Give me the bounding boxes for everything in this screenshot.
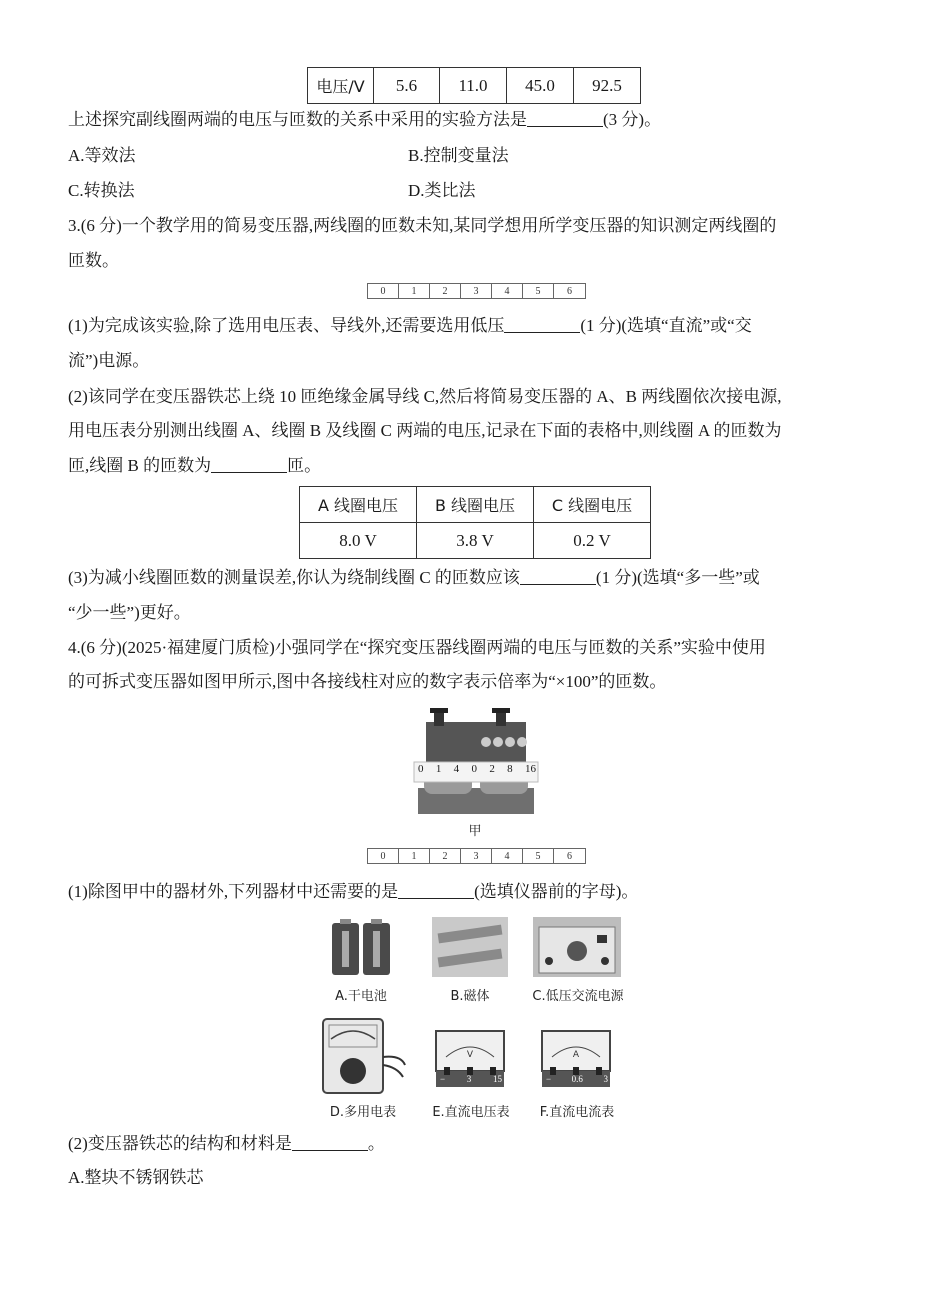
q4-stem-cont: 的可拆式变压器如图甲所示,图中各接线柱对应的数字表示倍率为“×100”的匝数。	[68, 672, 667, 691]
answer-blank[interactable]	[504, 315, 580, 333]
ammeter-marks: − 0.6 3	[546, 1074, 608, 1084]
multimeter-icon	[321, 1017, 409, 1095]
q4-part2-option-a: A.整块不锈钢铁芯	[68, 1168, 204, 1187]
voltmeter-marks: − 3 15	[440, 1074, 502, 1084]
q4-part1: (1)除图甲中的器材外,下列器材中还需要的是 (选填仪器前的字母)。	[68, 882, 639, 901]
voltmeter-icon	[434, 1027, 506, 1089]
equipment-label: D.多用电表	[329, 1105, 397, 1120]
ac-power-supply-icon	[533, 917, 621, 977]
answer-blank[interactable]	[527, 109, 603, 127]
svg-text:V: V	[466, 1050, 474, 1060]
answer-blank[interactable]	[398, 881, 474, 899]
transformer-figure	[412, 706, 540, 816]
terminal-label: 0	[471, 763, 477, 775]
q3-part3: (3)为减小线圈匝数的测量误差,你认为绕制线圈 C 的匝数应该 (1 分)(选填“多一些”或	[68, 568, 760, 587]
coil-header: B 线圈电压	[417, 487, 534, 523]
answer-blank[interactable]	[520, 567, 596, 585]
svg-text:A: A	[572, 1050, 580, 1060]
q4-stem: 4.(6 分)(2025·福建厦门质检)小强同学在“探究变压器线圈两端的电压与匝数的关系”实验中使用	[68, 638, 766, 657]
coil-header: A 线圈电压	[300, 487, 417, 523]
terminal-label: 16	[524, 763, 536, 775]
q2-method-question: 上述探究副线圈两端的电压与匝数的关系中采用的实验方法是 (3 分)。	[68, 110, 662, 129]
q3-stem: 3.(6 分)一个教学用的简易变压器,两线圈的匝数未知,某同学想用所学变压器的知识测定两线圈的	[68, 216, 777, 235]
terminal-label: 2	[489, 763, 495, 775]
terminal-label: 4	[453, 763, 460, 775]
equipment-label: A.干电池	[335, 989, 387, 1004]
magnet-icon	[432, 917, 508, 977]
equipment-label: E.直流电压表	[432, 1105, 510, 1120]
voltage-table-header: 电压/V	[308, 68, 374, 104]
voltage-table	[307, 67, 641, 104]
q3-part1: (1)为完成该实验,除了选用电压表、导线外,还需要选用低压 (1 分)(选填“直流”或“交	[68, 316, 752, 335]
answer-blank[interactable]	[211, 455, 287, 473]
answer-blank[interactable]	[292, 1133, 368, 1151]
option-c: C.转换法	[68, 181, 135, 200]
coil-value: 0.2 V	[534, 523, 651, 559]
q4-part2: (2)变压器铁芯的结构和材料是 。	[68, 1134, 385, 1153]
coil-value: 3.8 V	[417, 523, 534, 559]
q3-part2-cont2: 匝,线圈 B 的匝数为 匝。	[68, 456, 322, 475]
ruler: 0 1 2 3 4 5 6	[367, 848, 586, 864]
ammeter-icon	[540, 1027, 612, 1089]
voltage-cell: 45.0	[507, 68, 574, 104]
equipment-label: F.直流电流表	[539, 1105, 615, 1120]
terminal-label: 0	[418, 763, 424, 775]
q3-part2: (2)该同学在变压器铁芯上绕 10 匝绝缘金属导线 C,然后将简易变压器的 A、B 两线圈依次接电源,	[68, 387, 782, 406]
coil-value: 8.0 V	[300, 523, 417, 559]
q3-stem-cont: 匝数。	[68, 251, 119, 270]
terminal-label: 1	[435, 763, 442, 775]
coil-voltage-table	[299, 486, 651, 559]
terminal-labels	[418, 763, 536, 775]
voltage-cell: 92.5	[574, 68, 641, 104]
option-b: B.控制变量法	[408, 146, 509, 165]
battery-icon	[330, 917, 392, 977]
q3-part1-cont: 流”)电源。	[68, 351, 150, 370]
equipment-label: B.磁体	[450, 989, 490, 1004]
equipment-label: C.低压交流电源	[532, 989, 624, 1004]
option-d: D.类比法	[408, 181, 476, 200]
voltage-cell: 5.6	[374, 68, 440, 104]
ruler: 0 1 2 3 4 5 6	[367, 283, 586, 299]
option-a: A.等效法	[68, 146, 136, 165]
q3-part2-cont: 用电压表分别测出线圈 A、线圈 B 及线圈 C 两端的电压,记录在下面的表格中,则线圈 A 的匝数为	[68, 421, 782, 440]
coil-header: C 线圈电压	[534, 487, 651, 523]
terminal-label: 8	[507, 763, 513, 775]
q3-part3-cont: “少一些”)更好。	[68, 603, 191, 622]
voltage-cell: 11.0	[440, 68, 507, 104]
figure-caption: 甲	[468, 824, 482, 839]
